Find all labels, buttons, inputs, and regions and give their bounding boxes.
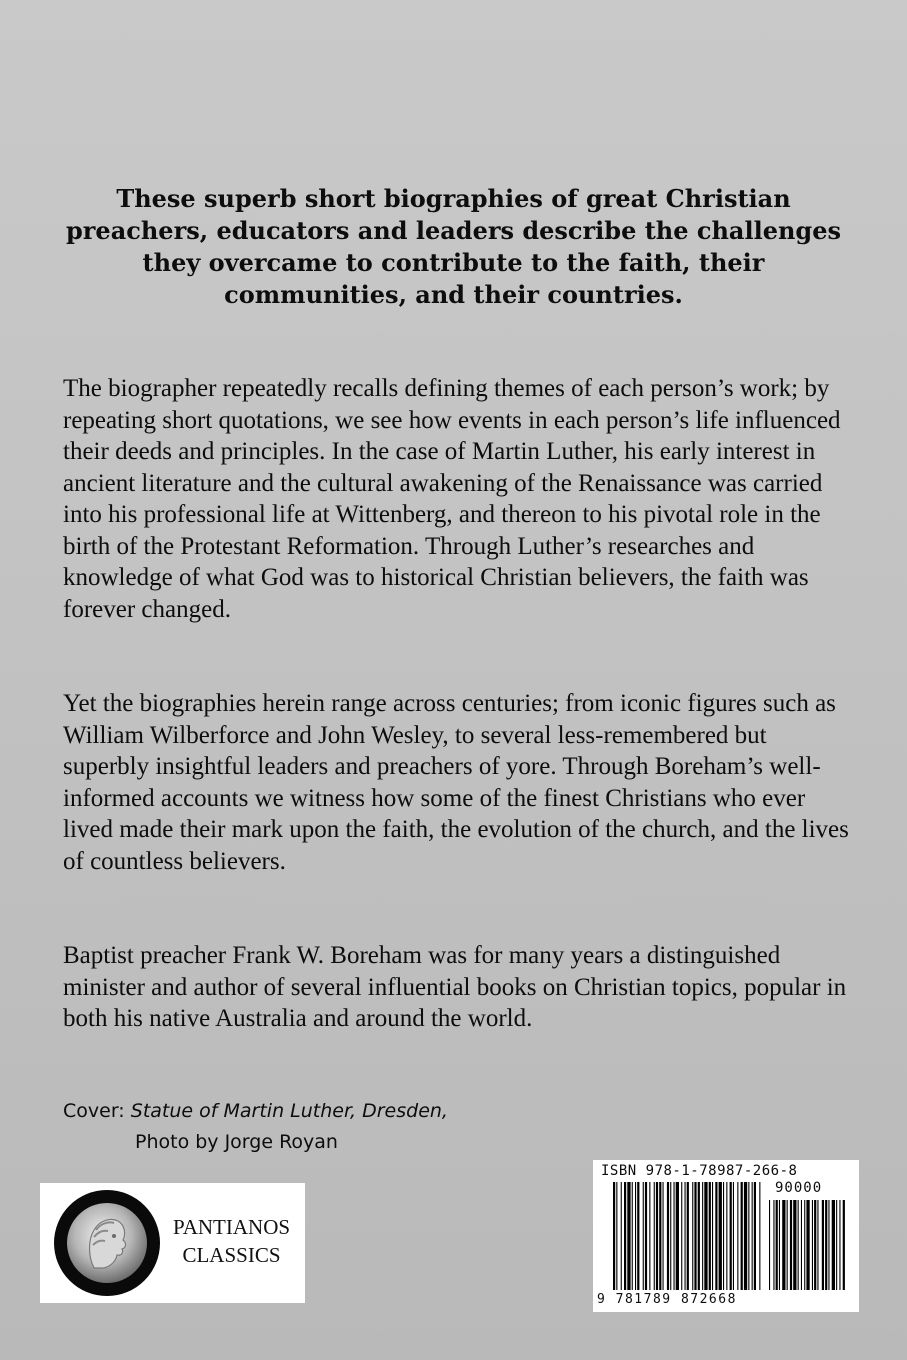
- coin-medallion-icon: [54, 1190, 160, 1296]
- publisher-logo: [40, 1183, 305, 1303]
- description-paragraph-1: The biographer repeatedly recalls defining themes of each person’s work; by repeating short quotations, we see how events in each person’s life influenced their deeds and principles. In the case of Martin Luther, his early interest in ancient literature and the cultural awakening of the Renaissance was carried into his professional life at Wittenberg, and thereon to his pivotal role in the birth of the Protestant Reformation. Through Luther’s researches and knowledge of what God was to historical Christian believers, the faith was forever changed.: [63, 375, 841, 623]
- isbn-barcode: [593, 1160, 859, 1312]
- publisher-name-line-1: PANTIANOS: [172, 1215, 291, 1239]
- description-paragraph-2: Yet the biographies herein range across centuries; from iconic figures such as William Wilberforce and John Wesley, to several less-remembered but superbly insightful leaders and preachers of yore. Through Boreham’s well-informed accounts we witness how some of the finest Christians who ever lived made their mark upon the faith, the evolution of the church, and the lives of countless believers.: [63, 690, 849, 875]
- barcode-digits: 9 781789 872668: [597, 1292, 737, 1307]
- publisher-name-line-2: CLASSICS: [182, 1243, 281, 1267]
- price-code: 90000: [775, 1180, 823, 1196]
- publisher-name: [164, 1213, 299, 1269]
- cover-credit-label: Cover:: [63, 1100, 125, 1122]
- isbn-text: ISBN 978-1-78987-266-8: [601, 1163, 798, 1179]
- cover-credit-title: Statue of Martin Luther, Dresden,: [130, 1100, 448, 1122]
- description-paragraph-3: Baptist preacher Frank W. Boreham was for many years a distinguished minister and author of several influential books on Christian topics, popular in both his native Australia and around the world.: [63, 942, 847, 1032]
- cover-credit: [63, 1096, 563, 1158]
- blurb-headline: These superb short biographies of great Christian preachers, educators and leaders describe the challenges they overcame to contribute to the faith, their communities, and their countries.: [66, 184, 841, 309]
- cover-credit-photo: Photo by Jorge Royan: [135, 1131, 338, 1153]
